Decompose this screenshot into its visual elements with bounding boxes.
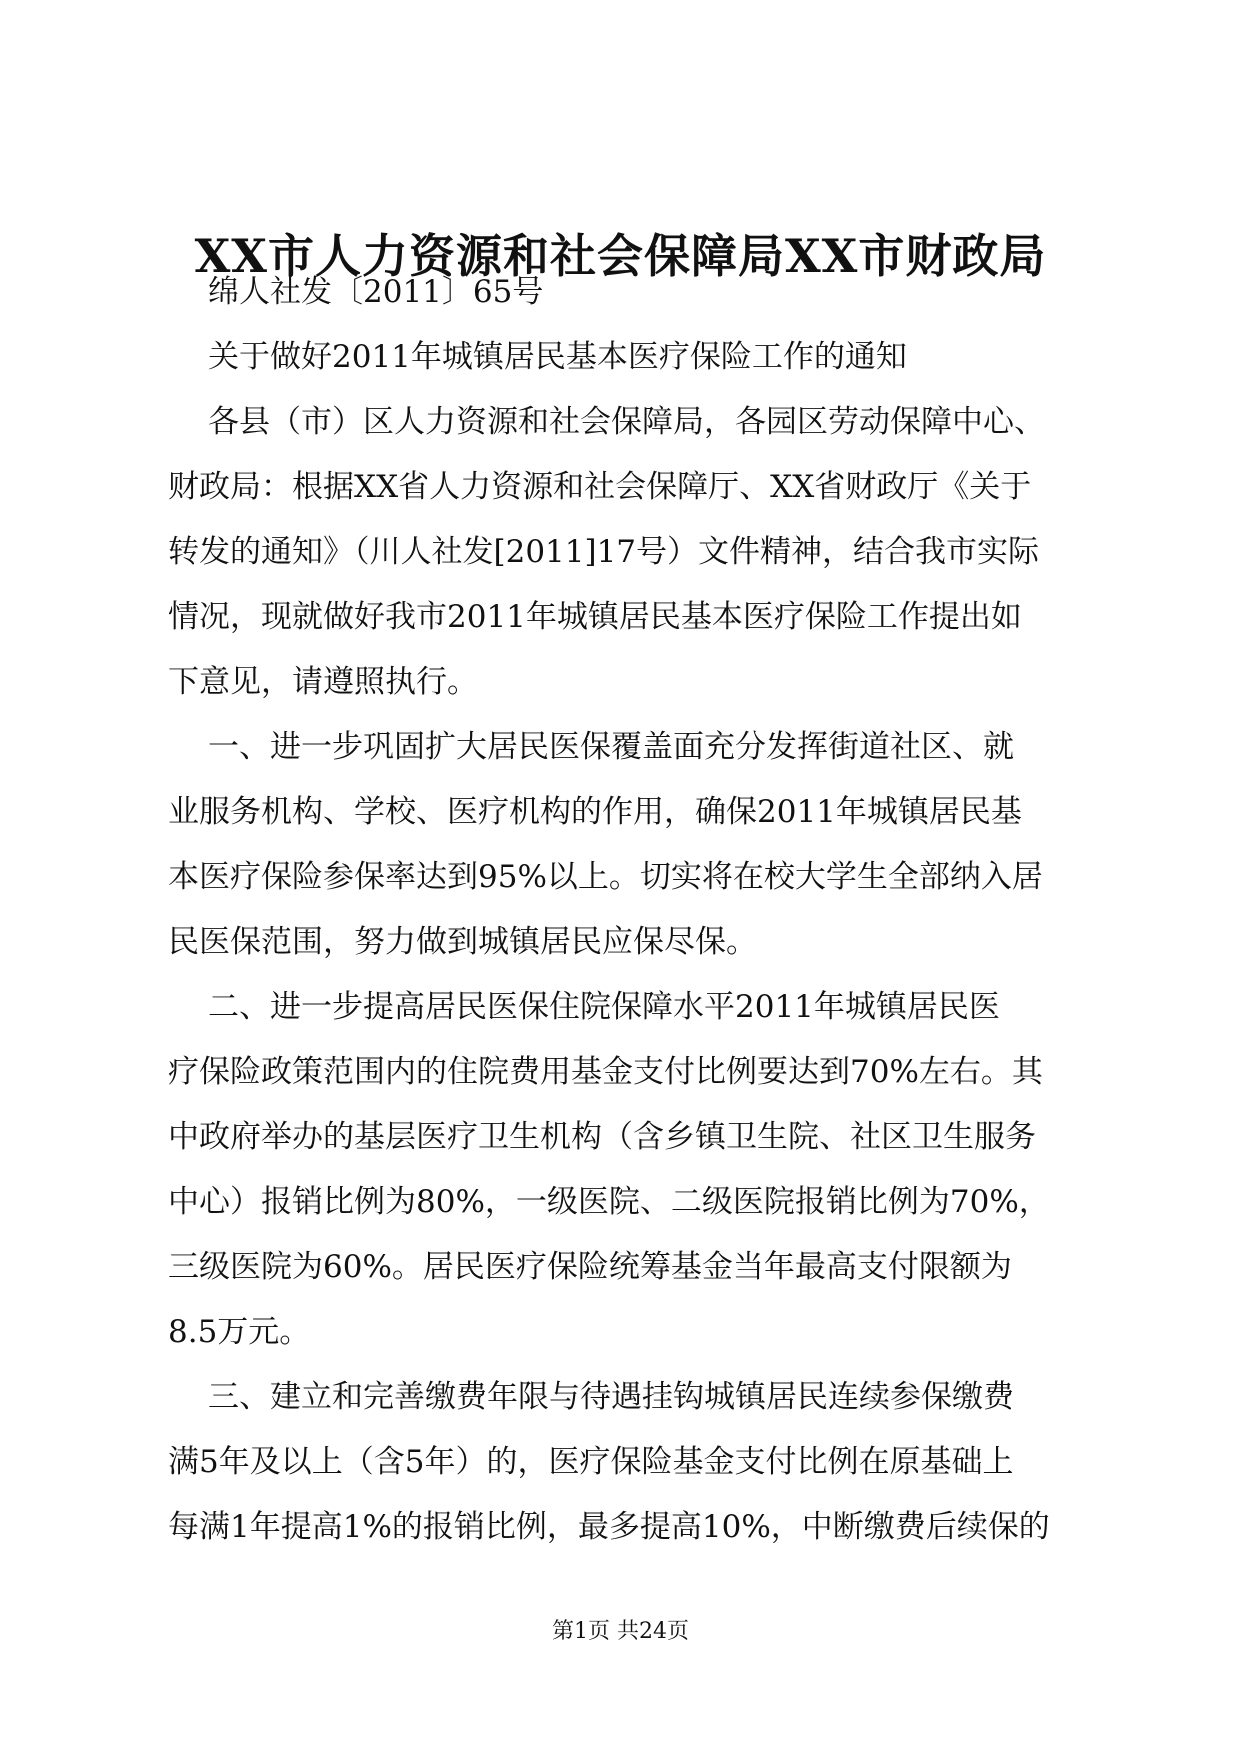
body-line: 民医保范围，努力做到城镇居民应保尽保。 — [168, 924, 757, 960]
body-line: 本医疗保险参保率达到95%以上。切实将在校大学生全部纳入居 — [168, 859, 1043, 895]
document-title: XX市人力资源和社会保障局XX市财政局 — [194, 229, 1047, 283]
document-number: 绵人社发〔2011〕65号 — [208, 274, 544, 310]
body-line: 中政府举办的基层医疗卫生机构（含乡镇卫生院、社区卫生服务 — [168, 1119, 1036, 1155]
body-line: 各县（市）区人力资源和社会保障局，各园区劳动保障中心、 — [208, 404, 1045, 440]
body-line: 8.5万元。 — [168, 1314, 311, 1350]
notice-title: 关于做好2011年城镇居民基本医疗保险工作的通知 — [208, 339, 907, 375]
body-line: 中心）报销比例为80%，一级医院、二级医院报销比例为70%， — [168, 1184, 1050, 1220]
body-line: 疗保险政策范围内的住院费用基金支付比例要达到70%左右。其 — [168, 1054, 1043, 1090]
body-line: 下意见，请遵照执行。 — [168, 664, 478, 700]
page-footer: 第1页 共24页 — [552, 1619, 689, 1644]
body-line: 三、建立和完善缴费年限与待遇挂钩城镇居民连续参保缴费 — [208, 1379, 1014, 1415]
body-line: 三级医院为60%。居民医疗保险统筹基金当年最高支付限额为 — [168, 1249, 1012, 1285]
body-line: 二、进一步提高居民医保住院保障水平2011年城镇居民医 — [208, 989, 1000, 1025]
body-line: 情况，现就做好我市2011年城镇居民基本医疗保险工作提出如 — [168, 599, 1022, 635]
body-line: 每满1年提高1%的报销比例，最多提高10%，中断缴费后续保的 — [168, 1509, 1050, 1545]
body-line: 财政局：根据XX省人力资源和社会保障厅、XX省财政厅《关于 — [168, 469, 1032, 505]
body-line: 业服务机构、学校、医疗机构的作用，确保2011年城镇居民基 — [168, 794, 1022, 830]
body-line: 满5年及以上（含5年）的，医疗保险基金支付比例在原基础上 — [168, 1444, 1014, 1480]
body-line: 一、进一步巩固扩大居民医保覆盖面充分发挥街道社区、就 — [208, 729, 1014, 765]
body-line: 转发的通知》（川人社发[2011]17号）文件精神，结合我市实际 — [168, 534, 1040, 570]
